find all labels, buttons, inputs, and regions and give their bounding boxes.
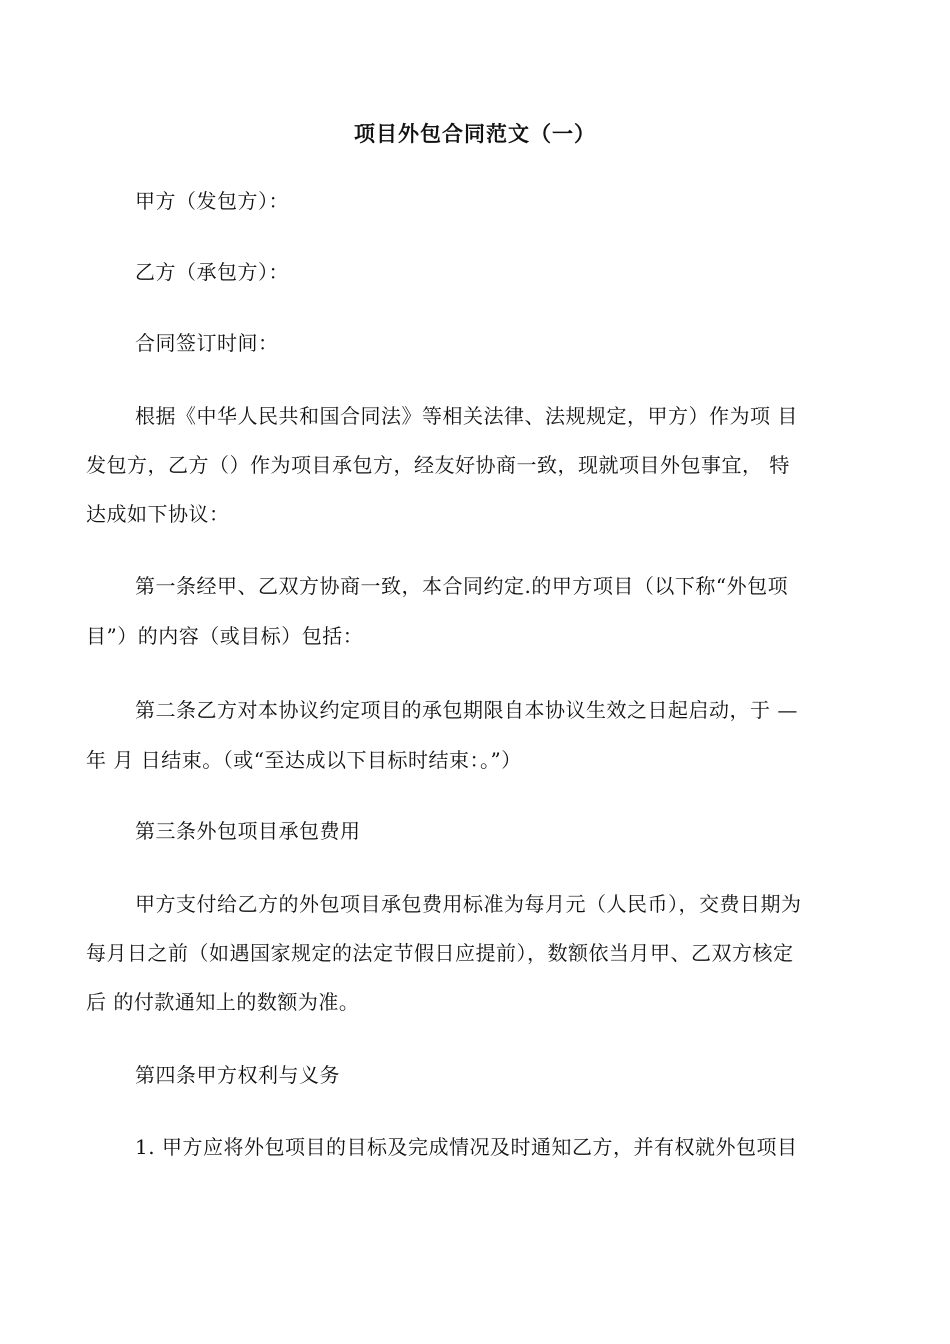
article-2-line: 第二条乙方对本协议约定项目的承包期限自本协议生效之日起启动，于 — [135,698,798,722]
article-3-line: 后 的付款通知上的数额为准。 [86,990,360,1014]
paragraph-line: 发包方，乙方（）作为项目承包方，经友好协商一致，现就项目外包事宜， 特 [86,453,790,477]
article-3-heading: 第三条外包项目承包费用 [135,819,361,843]
party-b-line: 乙方（承包方）： [135,260,289,284]
party-a-line: 甲方（发包方）： [135,189,289,213]
article-4-heading: 第四条甲方权利与义务 [135,1063,340,1087]
article-2-line: 年 月 日结束。（或“至达成以下目标时结束：。”） [86,748,522,772]
article-3-line: 甲方支付给乙方的外包项目承包费用标准为每月元（人民币），交费日期为 [135,892,802,916]
sign-date-line: 合同签订时间： [135,331,279,355]
article-3-line: 每月日之前（如遇国家规定的法定节假日应提前），数额依当月甲、乙双方核定 [86,941,794,965]
document-title: 项目外包合同范文（一） [354,121,596,146]
paragraph-line: 达成如下协议： [86,502,230,526]
article-1-line: 第一条经甲、乙双方协商一致，本合同约定.的甲方项目（以下称“外包项 [135,574,789,598]
paragraph-line: 根据《中华人民共和国合同法》等相关法律、法规规定，甲方）作为项 目 [135,404,798,428]
article-1-line: 目”）的内容（或目标）包括： [86,624,364,648]
article-4-item-1: 1. 甲方应将外包项目的目标及完成情况及时通知乙方，并有权就外包项目 [135,1135,798,1159]
